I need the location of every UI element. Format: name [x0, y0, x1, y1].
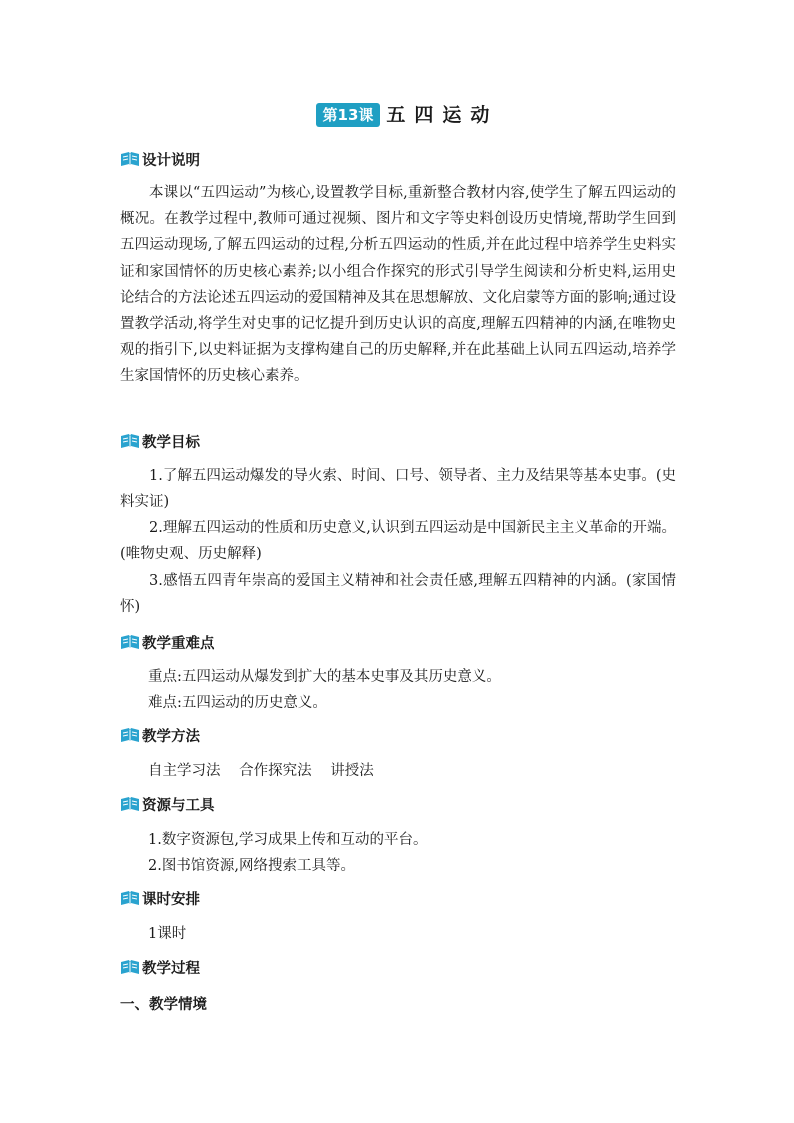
section-resources [120, 793, 215, 815]
lesson-title: 五四运动 [386, 104, 499, 126]
section-process [120, 956, 200, 978]
section-goals [120, 430, 200, 452]
resource-item: 1.数字资源包,学习成果上传和互动的平台。 [148, 832, 428, 848]
section-label: 课时安排 [142, 891, 200, 908]
section-label: 教学方法 [142, 728, 200, 745]
difficulty-point: 难点:五四运动的历史意义。 [148, 695, 327, 711]
lesson-number-badge: 第13课 [316, 103, 381, 127]
resource-item: 2.图书馆资源,网络搜索工具等。 [148, 858, 355, 874]
book-icon [120, 959, 140, 975]
subheading: 一、教学情境 [120, 997, 207, 1013]
book-icon [120, 634, 140, 650]
section-design [120, 148, 200, 170]
section-label: 教学过程 [142, 960, 200, 977]
book-icon [120, 433, 140, 449]
section-methods [120, 724, 200, 746]
book-icon [120, 151, 140, 167]
goal-item: 3.感悟五四青年崇高的爱国主义精神和社会责任感,理解五四精神的内涵。(家国情怀) [120, 573, 676, 616]
book-icon [120, 796, 140, 812]
goal-item: 1.了解五四运动爆发的导火索、时间、口号、领导者、主力及结果等基本史事。(史料实证) [120, 468, 676, 511]
goal-item: 2.理解五四运动的性质和历史意义,认识到五四运动是中国新民主主义革命的开端。(唯物史观、历史解释) [120, 520, 676, 563]
focus-point: 重点:五四运动从爆发到扩大的基本史事及其历史意义。 [148, 669, 501, 685]
book-icon [120, 890, 140, 906]
section-keypoints [120, 631, 215, 653]
book-icon [120, 727, 140, 743]
section-schedule [120, 887, 200, 909]
lesson-header [0, 103, 794, 127]
section-label: 教学目标 [142, 434, 200, 451]
schedule-text: 1课时 [148, 926, 187, 942]
methods-list [148, 759, 388, 783]
method-item: 自主学习法 [148, 763, 221, 779]
section-label: 教学重难点 [142, 635, 215, 652]
method-item: 合作探究法 [239, 763, 312, 779]
section-label: 设计说明 [142, 152, 200, 169]
method-item: 讲授法 [330, 763, 374, 779]
section-label: 资源与工具 [142, 797, 215, 814]
design-paragraph: 本课以“五四运动”为核心,设置教学目标,重新整合教材内容,使学生了解五四运动的概况。在教学过程中,教师可通过视频、图片和文字等史料创设历史情境,帮助学生回到五四运动现场,了解五四运动的过程,分析五四运动的性质,并在此过程中培养学生史料实证和家国情怀的历史核心素养;以小组合作探究的形式引导学生阅读和分析史料,运用史论结合的方法论述五四运动的爱国精神及其在思想解放、文化启蒙等方面的影响;通过设置教学活动,将学生对史事的记忆提升到历史认识的高度,理解五四精神的内涵,在唯物史观的指引下,以史料证据为支撑构建自己的历史解释,并在此基础上认同五四运动,培养学生家国情怀的历史核心素养。 [120, 185, 676, 385]
